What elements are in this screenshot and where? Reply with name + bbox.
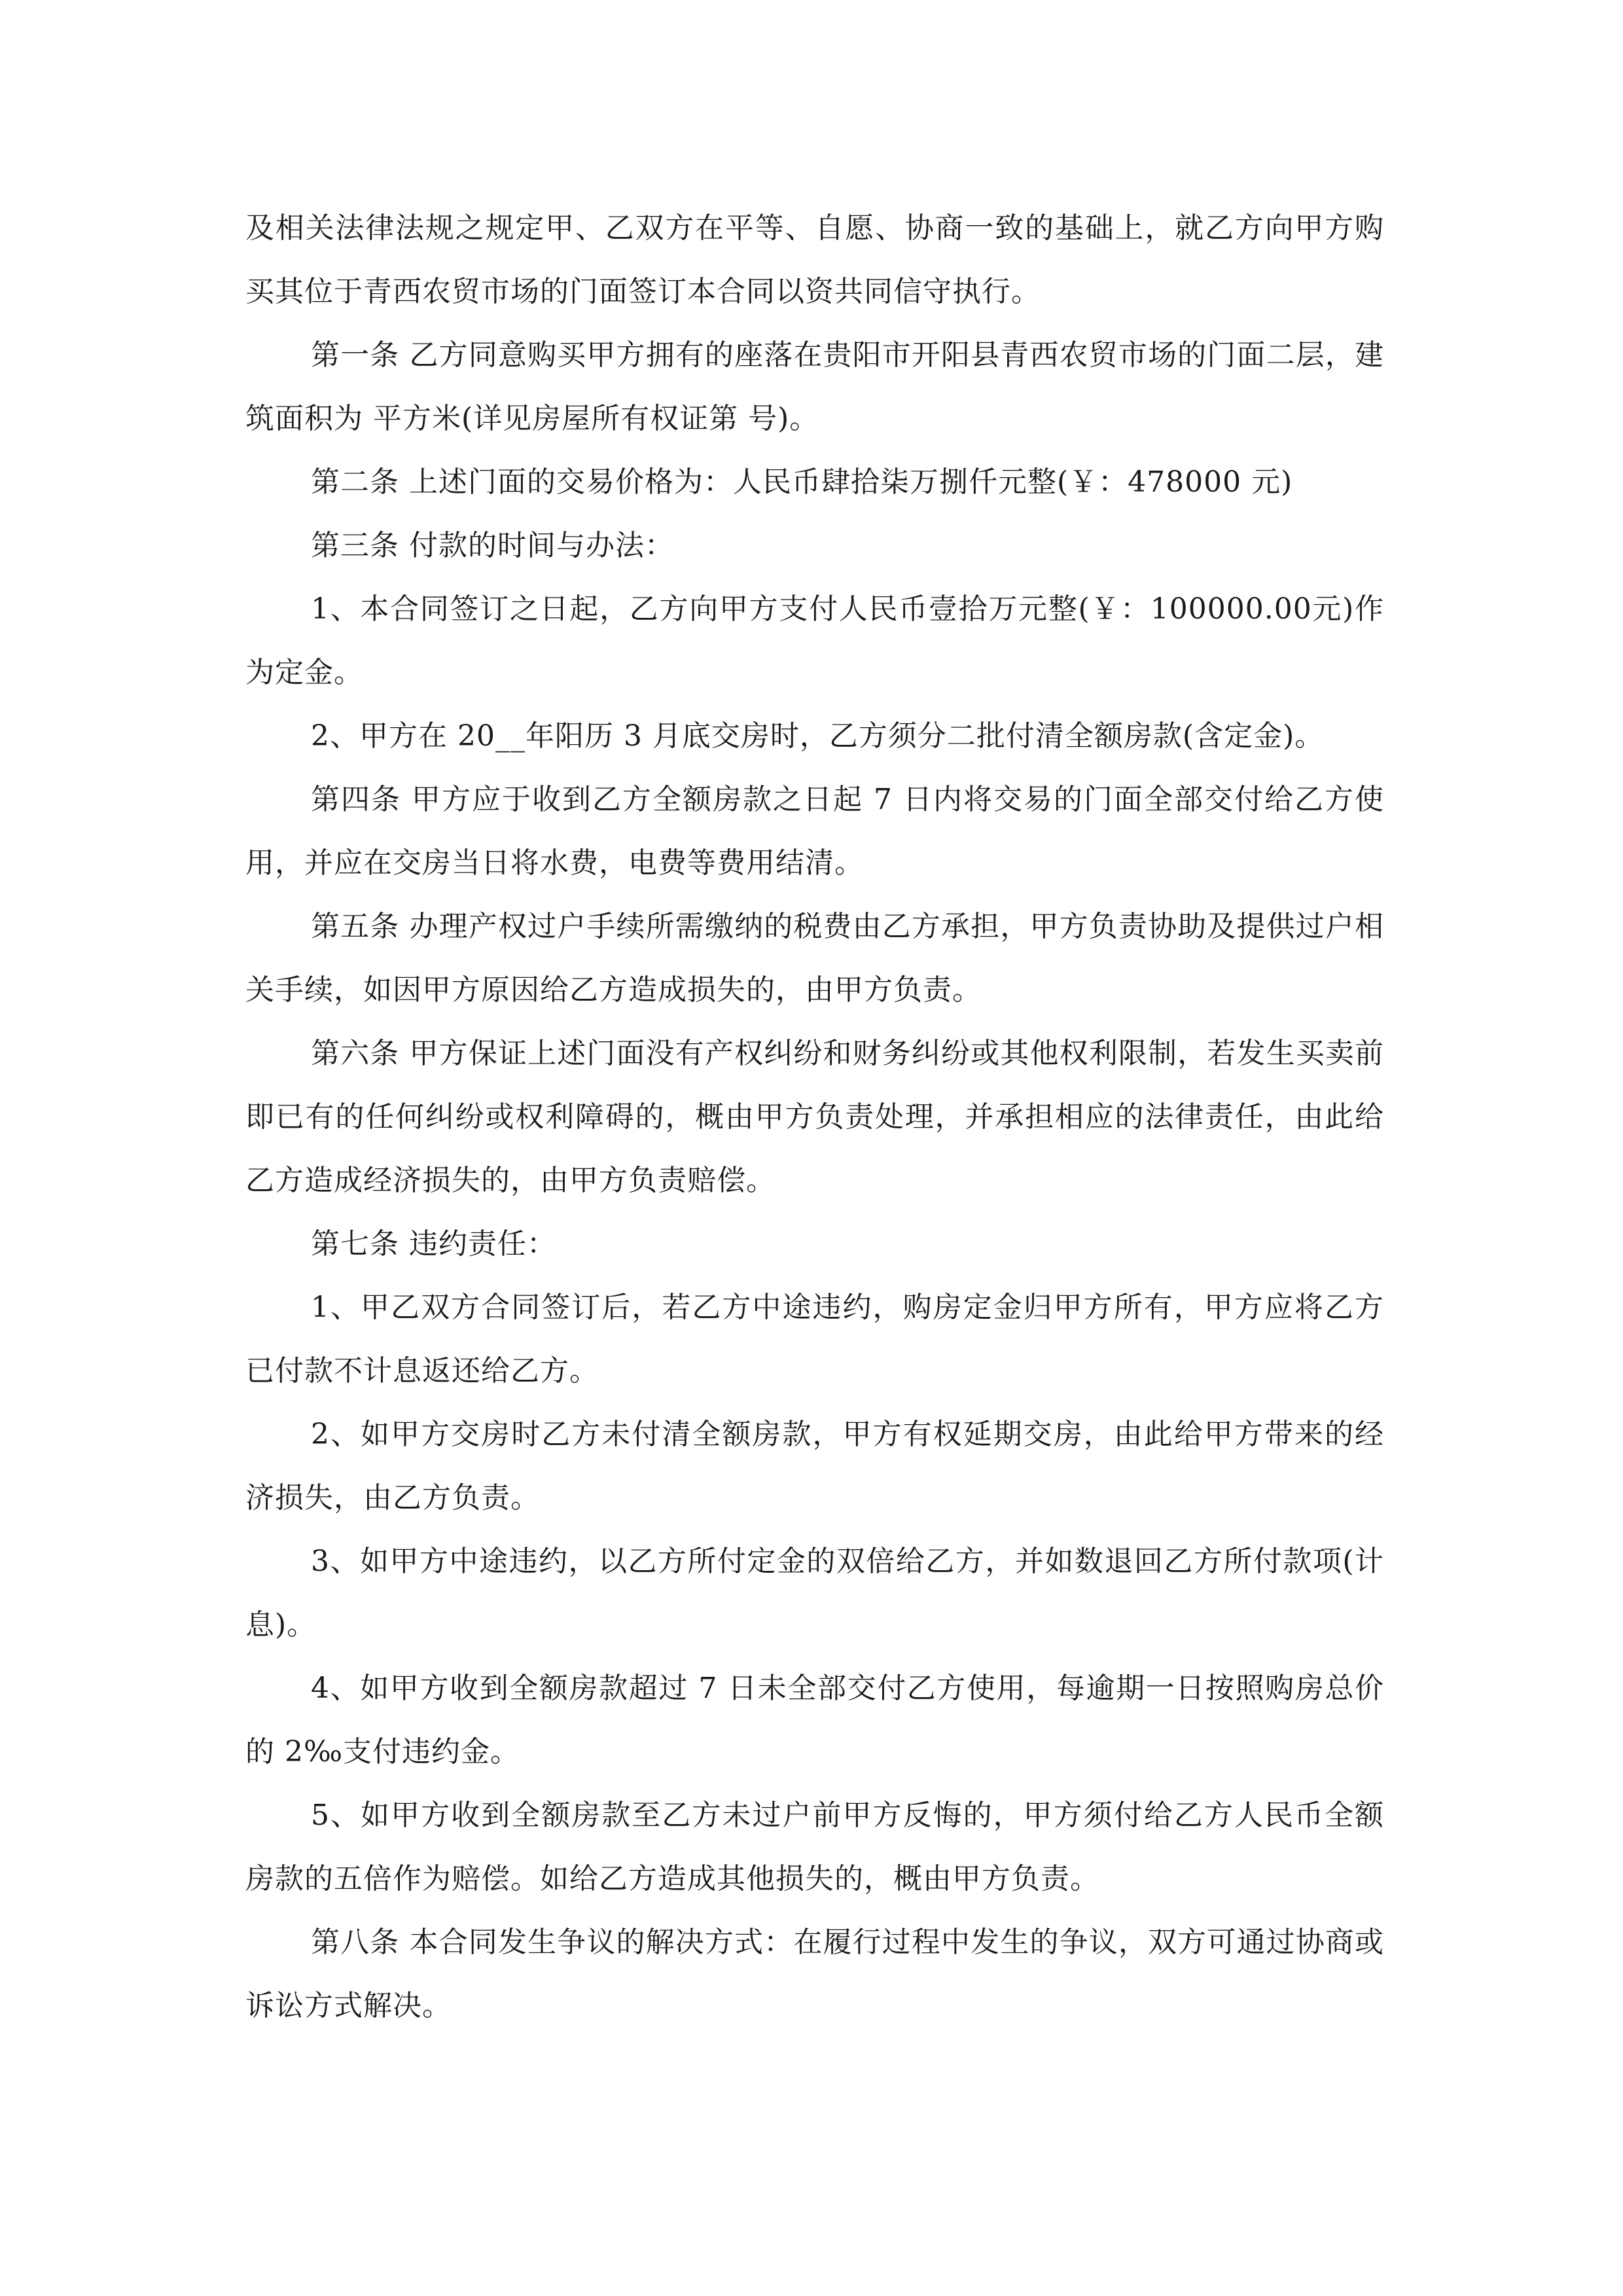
paragraph-intro-continuation: 及相关法律法规之规定甲、乙双方在平等、自愿、协商一致的基础上，就乙方向甲方购买其位于青西农贸市场的门面签订本合同以资共同信守执行。 bbox=[245, 211, 1384, 308]
paragraph-article-7-item-1: 1、甲乙双方合同签订后，若乙方中途违约，购房定金归甲方所有，甲方应将乙方已付款不计息返还给乙方。 bbox=[245, 1291, 1384, 1388]
paragraph-article-1: 第一条 乙方同意购买甲方拥有的座落在贵阳市开阳县青西农贸市场的门面二层，建筑面积为 平方米(详见房屋所有权证第 号)。 bbox=[245, 338, 1384, 435]
paragraph-article-7-item-2: 2、如甲方交房时乙方未付清全额房款，甲方有权延期交房，由此给甲方带来的经济损失，由乙方负责。 bbox=[245, 1418, 1384, 1515]
paragraph-article-5: 第五条 办理产权过户手续所需缴纳的税费由乙方承担，甲方负责协助及提供过户相关手续，如因甲方原因给乙方造成损失的，由甲方负责。 bbox=[245, 910, 1384, 1007]
paragraph-article-8: 第八条 本合同发生争议的解决方式：在履行过程中发生的争议，双方可通过协商或诉讼方式解决。 bbox=[245, 1926, 1384, 2022]
paragraph-article-7: 第七条 违约责任： bbox=[311, 1227, 556, 1261]
paragraph-article-7-item-5: 5、如甲方收到全额房款至乙方未过户前甲方反悔的，甲方须付给乙方人民币全额房款的五倍作为赔偿。如给乙方造成其他损失的，概由甲方负责。 bbox=[245, 1799, 1384, 1895]
paragraph-article-3-item-2: 2、甲方在 20__年阳历 3 月底交房时，乙方须分二批付清全额房款(含定金)。 bbox=[311, 719, 1325, 753]
paragraph-article-6: 第六条 甲方保证上述门面没有产权纠纷和财务纠纷或其他权利限制，若发生买卖前即已有的任何纠纷或权利障碍的，概由甲方负责处理，并承担相应的法律责任，由此给乙方造成经济损失的，由甲方负责赔偿。 bbox=[245, 1037, 1384, 1197]
paragraph-article-3: 第三条 付款的时间与办法： bbox=[311, 529, 674, 562]
paragraph-article-7-item-4: 4、如甲方收到全额房款超过 7 日未全部交付乙方使用，每逾期一日按照购房总价的 2‰支付违约金。 bbox=[245, 1672, 1384, 1768]
paragraph-article-4: 第四条 甲方应于收到乙方全额房款之日起 7 日内将交易的门面全部交付给乙方使用，并应在交房当日将水费，电费等费用结清。 bbox=[245, 783, 1384, 880]
paragraph-article-2: 第二条 上述门面的交易价格为：人民币肆拾柒万捌仟元整(￥：478000 元) bbox=[311, 465, 1293, 499]
paragraph-article-3-item-1: 1、本合同签订之日起，乙方向甲方支付人民币壹拾万元整(￥：100000.00元)作为定金。 bbox=[245, 592, 1384, 689]
paragraph-article-7-item-3: 3、如甲方中途违约，以乙方所付定金的双倍给乙方，并如数退回乙方所付款项(计息)。 bbox=[245, 1545, 1384, 1641]
contract-body bbox=[245, 196, 1384, 2037]
